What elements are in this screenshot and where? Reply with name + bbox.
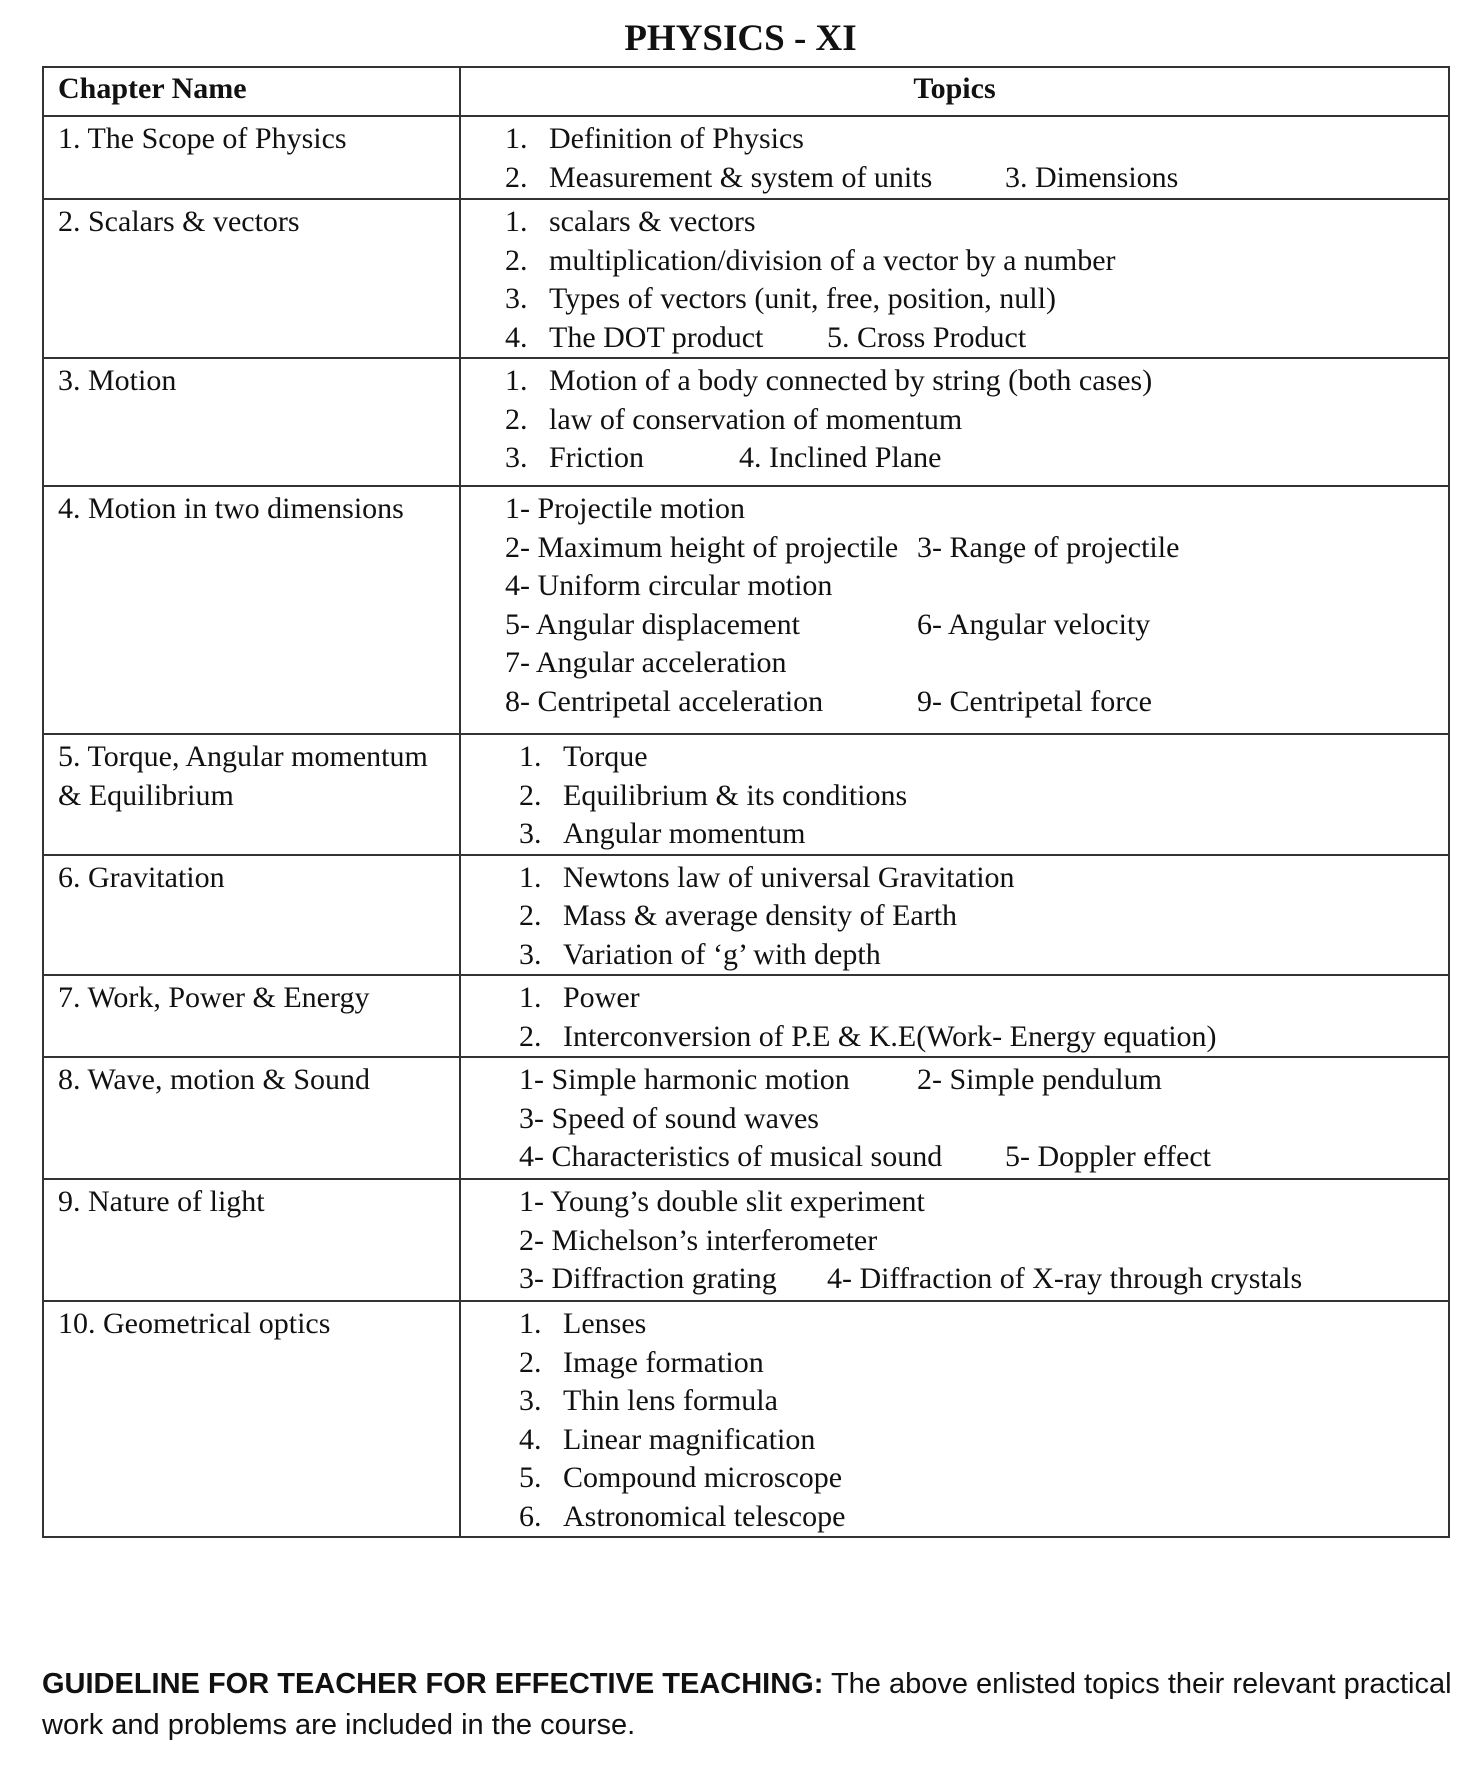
header-chapter-name: Chapter Name xyxy=(43,67,460,116)
topic-item: 2. xyxy=(519,899,542,932)
chapter-name-cell: 2. Scalars & vectors xyxy=(43,199,460,358)
topic-item: Interconversion of P.E & K.E(Work- Energy equation) xyxy=(563,1019,1217,1053)
topic-item: 5- Doppler effect xyxy=(1005,1140,1212,1173)
topic-item: Torque xyxy=(563,740,648,773)
topic-line xyxy=(461,936,1448,975)
topic-item: 4- Diffraction of X-ray through crystals xyxy=(827,1262,1303,1295)
topic-item: 3. xyxy=(505,441,528,474)
topic-item: 3. xyxy=(505,282,528,315)
topic-item: 1- Simple harmonic motion xyxy=(519,1063,850,1096)
topic-item: Angular momentum xyxy=(563,817,806,850)
chapter-name-cell: 10. Geometrical optics xyxy=(43,1301,460,1537)
table-row xyxy=(43,855,1449,976)
chapter-name-cell: 7. Work, Power & Energy xyxy=(43,975,460,1057)
topic-item: Image formation xyxy=(563,1345,764,1379)
topic-item: Types of vectors (unit, free, position, null) xyxy=(549,282,1056,315)
topic-item: Lenses xyxy=(563,1307,647,1340)
topic-line xyxy=(461,897,1448,936)
topic-item: 2- Michelson’s interferometer xyxy=(519,1223,878,1257)
topics-cell xyxy=(460,855,1449,976)
topic-item: 3. xyxy=(519,937,542,971)
topic-item: 2- Simple pendulum xyxy=(917,1063,1162,1096)
topic-item: Thin lens formula xyxy=(563,1384,778,1417)
chapter-name-cell: 6. Gravitation xyxy=(43,855,460,976)
topic-line xyxy=(461,529,1448,568)
topic-line xyxy=(461,242,1448,281)
topic-item: 3- Diffraction grating xyxy=(519,1262,777,1295)
topic-line xyxy=(461,1260,1448,1299)
topic-item: Newtons law of universal Gravitation xyxy=(563,860,1015,894)
table-row xyxy=(43,358,1449,486)
topic-item: 3. xyxy=(519,1384,542,1417)
chapter-name-cell: 1. The Scope of Physics xyxy=(43,116,460,199)
topics-cell xyxy=(460,1179,1449,1301)
topic-item: 1. xyxy=(519,740,542,773)
topic-item: 1- Projectile motion xyxy=(505,492,745,525)
topic-line xyxy=(461,567,1448,606)
topic-item: 1. xyxy=(505,205,528,238)
topic-line xyxy=(461,1100,1448,1139)
topic-line xyxy=(461,120,1448,159)
topic-item: 1. xyxy=(519,860,542,894)
topic-item: 1. xyxy=(505,122,528,155)
guideline-text: The above enlisted topics their relevant practical work and problems are included in the course. xyxy=(42,1668,1452,1741)
topic-line xyxy=(461,319,1448,358)
topic-item: 2- Maximum height of projectile xyxy=(505,530,899,564)
topic-item: 7- Angular acceleration xyxy=(505,646,787,679)
table-row xyxy=(43,486,1449,734)
topic-line xyxy=(461,738,1448,777)
topic-item: Equilibrium & its conditions xyxy=(563,778,908,812)
table-row xyxy=(43,734,1449,855)
topic-item: Definition of Physics xyxy=(549,122,804,155)
topic-item: 9- Centripetal force xyxy=(917,684,1152,718)
topic-item: Friction xyxy=(549,441,644,474)
topic-line xyxy=(461,1222,1448,1261)
topic-item: Power xyxy=(563,981,640,1014)
topic-item: 6- Angular velocity xyxy=(917,607,1151,641)
chapter-name-cell: 3. Motion xyxy=(43,358,460,486)
topic-item: Variation of ‘g’ with depth xyxy=(563,937,881,971)
topic-item: 8- Centripetal acceleration xyxy=(505,684,824,718)
chapter-name-cell: 9. Nature of light xyxy=(43,1179,460,1301)
topic-line xyxy=(461,439,1448,478)
topic-line xyxy=(461,1421,1448,1460)
topics-cell xyxy=(460,734,1449,855)
page-title: PHYSICS - XI xyxy=(624,18,857,59)
topic-item: 1. xyxy=(505,364,528,397)
topic-item: Astronomical telescope xyxy=(563,1499,846,1533)
chapter-name-cell: 5. Torque, Angular momentum & Equilibrium xyxy=(43,734,460,855)
topic-item: 1. xyxy=(519,1307,542,1340)
topic-item: 2. xyxy=(519,1019,542,1053)
topic-item: 2. xyxy=(505,243,528,277)
guideline-label: GUIDELINE FOR TEACHER FOR EFFECTIVE TEACHING: xyxy=(42,1668,824,1700)
topic-line xyxy=(461,1498,1448,1537)
topic-line xyxy=(461,401,1448,440)
topic-item: 1. xyxy=(519,981,542,1014)
topic-item: scalars & vectors xyxy=(549,205,756,238)
topics-cell xyxy=(460,358,1449,486)
topic-line xyxy=(461,606,1448,645)
chapter-name-cell: 8. Wave, motion & Sound xyxy=(43,1057,460,1179)
table-row xyxy=(43,1301,1449,1537)
topic-line xyxy=(461,1018,1448,1057)
topic-line xyxy=(461,1061,1448,1100)
topic-item: 2. xyxy=(519,778,542,812)
topic-item: multiplication/division of a vector by a number xyxy=(549,243,1116,277)
topic-line xyxy=(461,490,1448,529)
topic-item: 3- Range of projectile xyxy=(917,530,1180,564)
topics-cell xyxy=(460,116,1449,199)
table-row xyxy=(43,199,1449,358)
topic-line xyxy=(461,683,1448,722)
topic-line xyxy=(461,859,1448,898)
topic-line xyxy=(461,280,1448,319)
table-row xyxy=(43,975,1449,1057)
topics-cell xyxy=(460,486,1449,734)
topic-item: Compound microscope xyxy=(563,1461,843,1494)
topic-item: Measurement & system of units xyxy=(549,160,933,194)
topic-item: 4. Inclined Plane xyxy=(739,441,942,474)
topic-line xyxy=(461,777,1448,816)
topic-item: 2. xyxy=(519,1345,542,1379)
topic-line xyxy=(461,362,1448,401)
table-row xyxy=(43,1057,1449,1179)
chapter-name-cell: 4. Motion in two dimensions xyxy=(43,486,460,734)
topic-item: 5. xyxy=(519,1461,542,1494)
topic-line xyxy=(461,1382,1448,1421)
topic-item: 6. xyxy=(519,1499,542,1533)
table-header-row xyxy=(43,67,1449,116)
topic-item: 2. xyxy=(505,402,528,436)
topics-cell xyxy=(460,1057,1449,1179)
syllabus-table xyxy=(42,66,1450,1538)
topic-item: Mass & average density of Earth xyxy=(563,899,958,932)
topic-item: 5. Cross Product xyxy=(827,320,1027,354)
topic-item: 4. xyxy=(505,320,528,354)
topic-item: Linear magnification xyxy=(563,1422,816,1456)
topic-item: 4- Characteristics of musical sound xyxy=(519,1140,943,1173)
topic-line xyxy=(461,1305,1448,1344)
topics-cell xyxy=(460,975,1449,1057)
teacher-guideline xyxy=(42,1664,1462,1746)
topic-line xyxy=(461,644,1448,683)
topic-item: 3- Speed of sound waves xyxy=(519,1101,819,1135)
topic-line xyxy=(461,159,1448,198)
topic-line xyxy=(461,1183,1448,1222)
topic-line xyxy=(461,979,1448,1018)
table-row xyxy=(43,1179,1449,1301)
topic-item: Motion of a body connected by string (both cases) xyxy=(549,364,1153,397)
topic-item: 4. xyxy=(519,1422,542,1456)
topic-item: 3. Dimensions xyxy=(1005,160,1179,194)
topic-line xyxy=(461,815,1448,854)
header-topics: Topics xyxy=(460,67,1449,116)
topic-item: 3. xyxy=(519,817,542,850)
topic-line xyxy=(461,203,1448,242)
topic-line xyxy=(461,1344,1448,1383)
table-row xyxy=(43,116,1449,199)
topics-cell xyxy=(460,199,1449,358)
topic-item: 4- Uniform circular motion xyxy=(505,569,833,602)
topic-item: law of conservation of momentum xyxy=(549,402,963,436)
topic-item: 5- Angular displacement xyxy=(505,607,800,641)
topics-cell xyxy=(460,1301,1449,1537)
topic-item: 1- Young’s double slit experiment xyxy=(519,1185,925,1218)
topic-line xyxy=(461,1138,1448,1177)
topic-item: The DOT product xyxy=(549,320,764,354)
topic-line xyxy=(461,1459,1448,1498)
topic-item: 2. xyxy=(505,160,528,194)
